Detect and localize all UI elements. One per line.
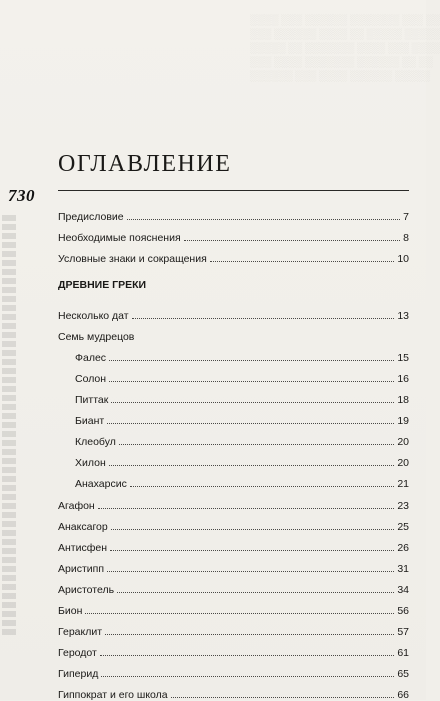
toc-entry-label: Аристипп (58, 562, 105, 575)
toc-entry-page: 7 (403, 211, 409, 223)
toc-entry-page: 10 (397, 253, 409, 265)
toc-entry[interactable] (58, 664, 409, 680)
toc-entry-label: Хилон (75, 457, 106, 470)
dot-leader (109, 360, 394, 361)
reverse-page-bleed-through: ░░░░ ░░░ ░░░░░░ ░░░░░░░ ░░░ ░░ ░░░ ░░░░░░ ░░░░ ░░ ░░░░░ ░░░░░ ░░░░░ ░░ ░░░░░░░ ░░░░ ░░░ ░░░░ ░░░ ░░░░ ░░░░░░░ ░░░░░░ ░░ ░░ ░░░░░░ ░░░ ░░░░ ░░░░░░ ░░░░░ (250, 15, 440, 82)
toc-entry-label: Геродот (58, 646, 97, 659)
dot-leader (110, 550, 394, 551)
toc-entry-label: Солон (75, 373, 107, 386)
toc-entry-label: Анаксагор (58, 520, 108, 533)
dot-leader (107, 423, 394, 424)
dot-leader (130, 486, 394, 487)
toc-entry-page: 26 (397, 541, 409, 554)
dot-leader (132, 318, 395, 319)
toc-entry-label: Предисловие (58, 211, 124, 223)
toc-entry-page: 15 (397, 352, 409, 365)
dot-leader (184, 240, 401, 241)
toc-entry-page: 20 (397, 436, 409, 449)
toc-entry[interactable] (75, 390, 409, 406)
section-heading: ДРЕВНИЕ ГРЕКИ (58, 279, 147, 291)
toc-entry-page: 16 (397, 373, 409, 386)
dot-leader (107, 571, 394, 572)
dot-leader (109, 381, 394, 382)
toc-entry[interactable] (75, 369, 409, 385)
title-rule (58, 190, 409, 191)
toc-entry-label: Клеобул (75, 436, 116, 449)
toc-entry[interactable] (75, 411, 409, 427)
toc-entry-label: Анахарсис (75, 478, 127, 491)
toc-entry-label: Фалес (75, 352, 107, 365)
dot-leader (85, 613, 394, 614)
toc-entry-label: Агафон (58, 499, 95, 512)
toc-entry[interactable] (58, 559, 409, 575)
toc-entry-label: Биант (75, 415, 105, 428)
toc-entry-page: 25 (397, 520, 409, 533)
toc-entry[interactable] (58, 249, 409, 265)
spine-bleed-through (2, 215, 16, 635)
toc-entry[interactable] (58, 580, 409, 596)
dot-leader (111, 402, 394, 403)
dot-leader (117, 592, 394, 593)
toc-entry[interactable] (58, 622, 409, 638)
toc-entry-page: 13 (397, 310, 409, 322)
toc-entry-page: 56 (397, 604, 409, 617)
dot-leader (210, 261, 395, 262)
toc-entry-label: Гиппократ и его школа (58, 688, 168, 701)
toc-entry[interactable] (58, 601, 409, 617)
dot-leader (105, 634, 394, 635)
toc-entry-label: Условные знаки и сокращения (58, 253, 207, 265)
dot-leader (111, 529, 395, 530)
dot-leader (119, 444, 394, 445)
toc-entry-page: 66 (397, 688, 409, 701)
toc-entry-page: 8 (403, 232, 409, 244)
toc-entry[interactable] (58, 538, 409, 554)
toc-entry[interactable] (58, 306, 409, 322)
toc-entry[interactable] (58, 685, 409, 701)
dot-leader (171, 697, 395, 698)
toc-entry-page: 57 (397, 625, 409, 638)
toc-entry[interactable] (75, 348, 409, 364)
toc-entry[interactable] (58, 643, 409, 659)
toc-entry-label: Антисфен (58, 541, 108, 554)
toc-entry-label: Аристотель (58, 583, 115, 596)
dot-leader (98, 508, 395, 509)
toc-entry[interactable] (75, 453, 409, 469)
toc-entry-label: Гиперид (58, 667, 99, 680)
toc-entry-label: Несколько дат (58, 310, 129, 322)
page-title: ОГЛАВЛЕНИЕ (58, 151, 232, 177)
toc-entry[interactable] (58, 327, 409, 343)
toc-entry-label: Необходимые пояснения (58, 232, 181, 244)
toc-entry[interactable] (58, 207, 409, 223)
toc-entry[interactable] (75, 474, 409, 490)
toc-entry-page: 65 (397, 667, 409, 680)
toc-entry[interactable] (75, 432, 409, 448)
toc-entry-page: 23 (397, 499, 409, 512)
toc-entry-page: 18 (397, 394, 409, 407)
toc-entry-page: 19 (397, 415, 409, 428)
toc-entry-page: 20 (397, 457, 409, 470)
toc-entry-page: 34 (397, 583, 409, 596)
dot-leader (127, 219, 401, 220)
toc-entry[interactable] (58, 517, 409, 533)
toc-entry-page: 21 (397, 478, 409, 491)
toc-entry-label: Семь мудрецов (58, 331, 135, 343)
toc-entry-label: Питтак (75, 394, 109, 407)
toc-entry-label: Бион (58, 604, 83, 617)
page-number: 730 (8, 186, 35, 205)
toc-entry[interactable] (58, 496, 409, 512)
toc-entry-page: 61 (397, 646, 409, 659)
toc-entry[interactable] (58, 228, 409, 244)
dot-leader (101, 676, 394, 677)
toc-entry-page: 31 (397, 562, 409, 575)
dot-leader (100, 655, 394, 656)
toc-entry-label: Гераклит (58, 625, 103, 638)
dot-leader (109, 465, 395, 466)
